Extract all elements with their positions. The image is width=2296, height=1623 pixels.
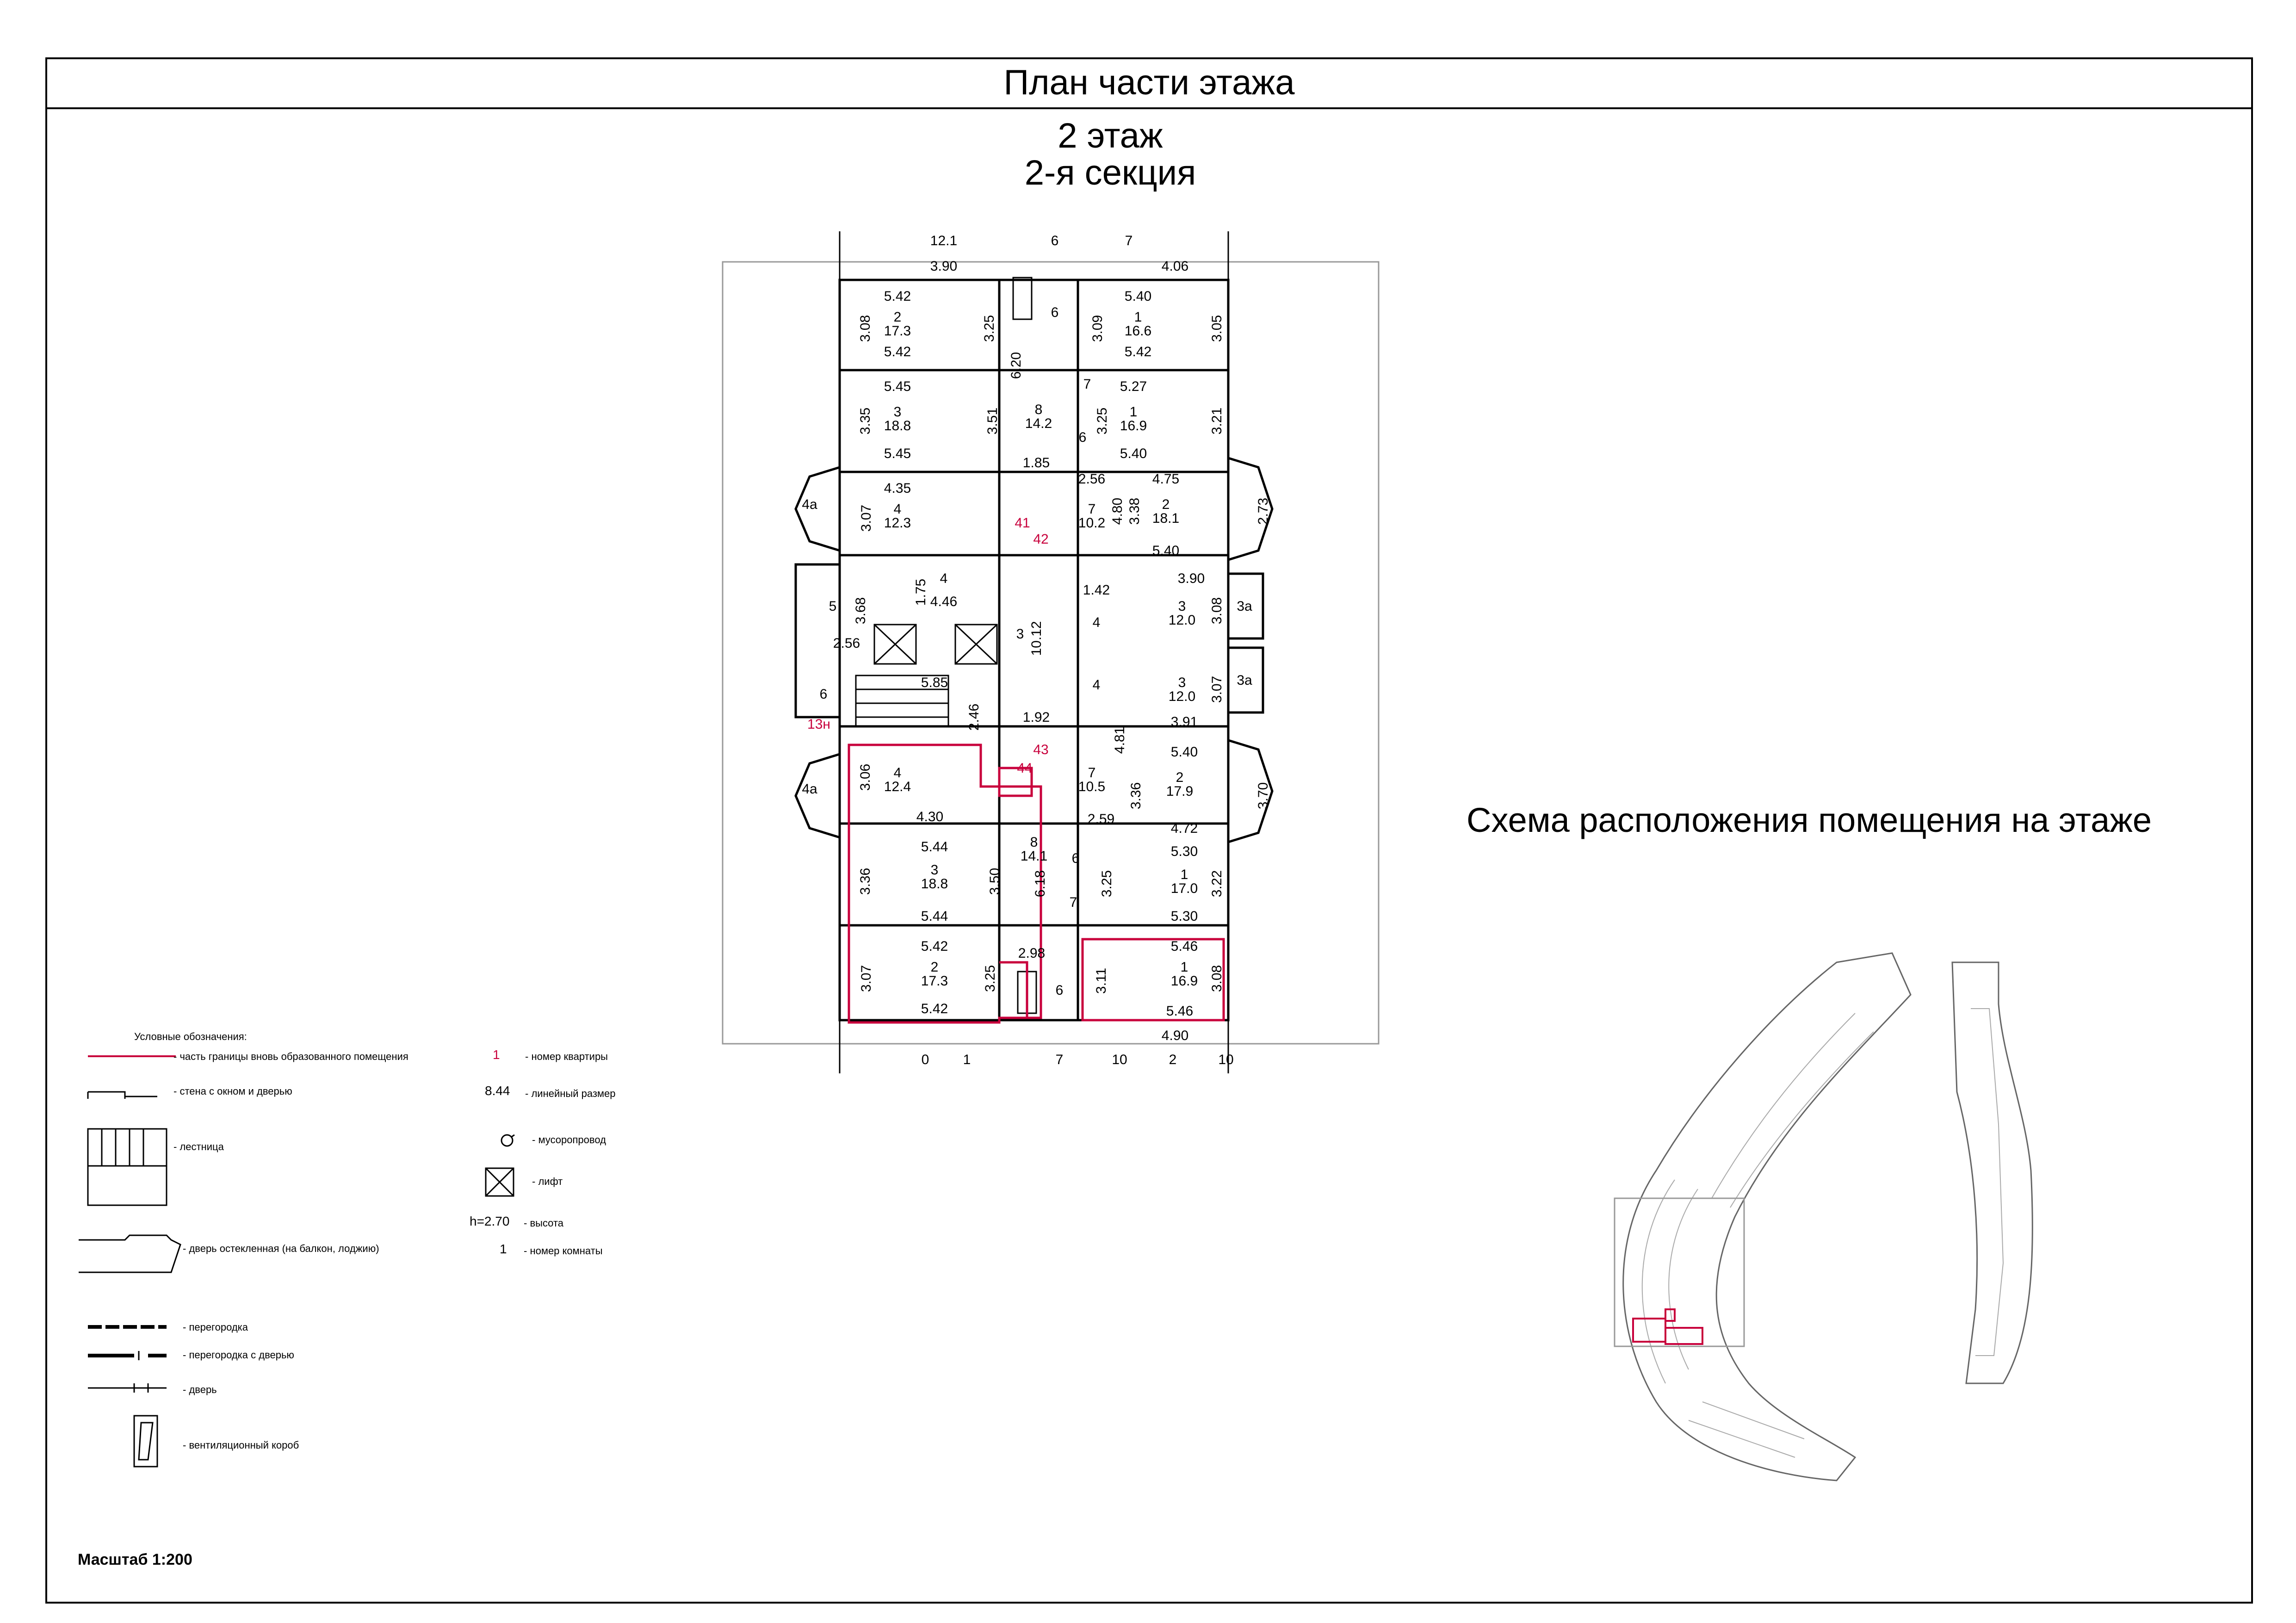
legend-lift: - лифт	[532, 1176, 563, 1187]
svg-text:4a: 4a	[802, 781, 817, 797]
svg-text:5.27: 5.27	[1120, 379, 1147, 394]
svg-text:4.90: 4.90	[1161, 1028, 1189, 1043]
legend-item-partition: - перегородка	[183, 1321, 248, 1333]
svg-text:3.11: 3.11	[1094, 967, 1109, 994]
svg-text:5.45: 5.45	[884, 379, 911, 394]
legend-door-symbol	[88, 1383, 167, 1393]
svg-text:2.56: 2.56	[833, 636, 860, 651]
svg-text:3.36: 3.36	[1128, 782, 1144, 810]
legend-apartment-number-sample: 1	[493, 1047, 500, 1062]
legend-item-door: - дверь	[183, 1384, 217, 1395]
svg-text:5.40: 5.40	[1170, 744, 1198, 760]
svg-text:7: 7	[1083, 377, 1091, 392]
svg-text:12.0: 12.0	[1168, 613, 1196, 628]
svg-text:4.06: 4.06	[1161, 259, 1189, 274]
svg-text:1: 1	[963, 1052, 971, 1067]
svg-text:0: 0	[921, 1052, 929, 1067]
svg-text:12.0: 12.0	[1168, 689, 1196, 704]
svg-text:3.07: 3.07	[859, 504, 874, 532]
svg-text:1.42: 1.42	[1083, 582, 1110, 598]
svg-text:5.42: 5.42	[884, 344, 911, 359]
svg-text:5: 5	[829, 599, 837, 614]
svg-text:18.1: 18.1	[1152, 511, 1180, 526]
svg-text:3.22: 3.22	[1209, 870, 1225, 898]
svg-text:2: 2	[1169, 1052, 1177, 1067]
svg-text:16.9: 16.9	[1120, 418, 1147, 434]
svg-text:7: 7	[1125, 233, 1133, 248]
svg-text:3.90: 3.90	[1177, 571, 1205, 586]
svg-text:3: 3	[1178, 675, 1186, 690]
svg-text:4.35: 4.35	[884, 481, 911, 496]
legend-item-vent: - вентиляционный короб	[183, 1439, 299, 1451]
svg-text:6.18: 6.18	[1033, 870, 1048, 898]
legend-room-number: - номер комнаты	[524, 1245, 603, 1257]
svg-text:17.0: 17.0	[1170, 881, 1198, 896]
svg-text:4.81: 4.81	[1112, 726, 1127, 754]
svg-text:2: 2	[1176, 770, 1184, 785]
legend-symbols	[79, 1041, 199, 1485]
legend-wall-symbol	[88, 1092, 157, 1099]
svg-text:3.07: 3.07	[859, 965, 874, 992]
svg-text:12.4: 12.4	[884, 779, 911, 794]
svg-text:14.2: 14.2	[1025, 416, 1052, 431]
svg-text:12.1: 12.1	[930, 233, 958, 248]
svg-text:5.40: 5.40	[1124, 289, 1152, 304]
svg-text:5.44: 5.44	[921, 909, 948, 924]
svg-text:3: 3	[1016, 626, 1024, 642]
svg-text:7: 7	[1088, 502, 1096, 517]
svg-text:4: 4	[940, 571, 948, 586]
scale-label: Масштаб 1:200	[78, 1551, 192, 1568]
svg-text:8: 8	[1034, 402, 1043, 417]
svg-text:3.36: 3.36	[858, 867, 873, 895]
svg-text:3.05: 3.05	[1209, 315, 1225, 342]
svg-text:5.40: 5.40	[1120, 446, 1147, 461]
legend-item-boundary: - часть границы вновь образованного помещения	[173, 1051, 408, 1062]
page-title: План части этажа	[45, 57, 2253, 109]
svg-text:3: 3	[930, 862, 939, 878]
svg-text:2: 2	[930, 960, 939, 975]
svg-text:3.08: 3.08	[1209, 597, 1225, 625]
svg-text:5.42: 5.42	[921, 1001, 948, 1016]
svg-text:8: 8	[1030, 835, 1038, 850]
svg-text:7: 7	[1055, 1052, 1064, 1067]
svg-text:3.07: 3.07	[1209, 675, 1225, 703]
svg-text:3.21: 3.21	[1209, 407, 1225, 435]
svg-text:3.25: 3.25	[983, 965, 998, 992]
legend-room-number-sample: 1	[500, 1242, 507, 1256]
legend-stair-symbol	[88, 1129, 167, 1205]
svg-text:3.90: 3.90	[930, 259, 958, 274]
svg-text:4: 4	[893, 765, 902, 781]
svg-text:3a: 3a	[1237, 673, 1252, 688]
svg-text:3.68: 3.68	[853, 597, 868, 625]
svg-text:44: 44	[1017, 761, 1033, 776]
svg-text:2: 2	[893, 310, 902, 325]
scheme-highlight	[1633, 1309, 1702, 1344]
svg-text:3.08: 3.08	[858, 315, 873, 342]
chute-icon	[499, 1131, 517, 1150]
legend-dimension-sample: 8.44	[485, 1084, 510, 1098]
svg-text:3.70: 3.70	[1256, 782, 1271, 810]
svg-text:4: 4	[1092, 677, 1101, 693]
svg-text:3: 3	[893, 404, 902, 420]
svg-text:3.09: 3.09	[1090, 315, 1105, 342]
svg-text:5.42: 5.42	[1124, 344, 1152, 359]
svg-text:5.45: 5.45	[884, 446, 911, 461]
svg-text:3.25: 3.25	[1099, 870, 1114, 898]
svg-text:14.1: 14.1	[1020, 849, 1048, 864]
site-scheme	[1596, 939, 2133, 1494]
svg-text:1.75: 1.75	[913, 578, 928, 606]
svg-text:5.42: 5.42	[884, 289, 911, 304]
svg-text:6: 6	[1071, 851, 1080, 866]
svg-text:4.46: 4.46	[930, 594, 958, 609]
svg-text:2.56: 2.56	[1078, 471, 1106, 487]
svg-text:2.98: 2.98	[1018, 946, 1046, 961]
svg-text:5.42: 5.42	[921, 939, 948, 954]
svg-text:16.6: 16.6	[1124, 323, 1152, 339]
svg-text:12.3: 12.3	[884, 515, 911, 531]
svg-text:7: 7	[1088, 765, 1096, 781]
svg-text:4.30: 4.30	[916, 809, 944, 824]
svg-text:5.46: 5.46	[1170, 939, 1198, 954]
svg-text:1: 1	[1180, 867, 1188, 882]
svg-text:2.73: 2.73	[1256, 497, 1271, 525]
svg-text:3.91: 3.91	[1170, 714, 1198, 730]
svg-text:17.3: 17.3	[884, 323, 911, 339]
svg-text:3.38: 3.38	[1127, 497, 1142, 525]
lift-icon	[483, 1166, 516, 1198]
svg-text:4: 4	[893, 502, 902, 517]
svg-text:5.46: 5.46	[1166, 1004, 1194, 1019]
svg-text:6: 6	[1051, 233, 1059, 248]
svg-text:4.72: 4.72	[1170, 821, 1198, 836]
svg-text:10.12: 10.12	[1029, 621, 1044, 656]
legend-apartment-number: - номер квартиры	[525, 1051, 608, 1062]
svg-text:4a: 4a	[802, 497, 817, 512]
svg-text:41: 41	[1015, 515, 1030, 531]
svg-text:43: 43	[1033, 742, 1049, 757]
svg-text:1.85: 1.85	[1022, 455, 1050, 471]
svg-text:3.06: 3.06	[858, 763, 873, 791]
legend-item-stair: - лестница	[173, 1141, 224, 1152]
svg-text:3.50: 3.50	[987, 867, 1003, 895]
svg-text:6: 6	[1078, 430, 1087, 445]
svg-text:1: 1	[1134, 310, 1142, 325]
svg-text:5.40: 5.40	[1152, 543, 1180, 558]
scheme-title: Схема расположения помещения на этаже	[1467, 801, 2152, 839]
svg-text:5.30: 5.30	[1170, 909, 1198, 924]
svg-text:10: 10	[1218, 1052, 1234, 1067]
svg-text:3a: 3a	[1237, 599, 1252, 614]
svg-text:2.59: 2.59	[1087, 812, 1115, 827]
svg-text:4.80: 4.80	[1110, 497, 1125, 525]
svg-text:5.30: 5.30	[1170, 844, 1198, 859]
svg-text:3.35: 3.35	[858, 407, 873, 435]
svg-text:3.08: 3.08	[1209, 965, 1225, 992]
floor-plan	[722, 231, 1388, 1073]
legend-dimension: - линейный размер	[525, 1088, 616, 1099]
legend-title: Условные обозначения:	[134, 1031, 247, 1042]
svg-text:10.2: 10.2	[1078, 515, 1106, 531]
svg-text:18.8: 18.8	[884, 418, 911, 434]
svg-text:1: 1	[1180, 960, 1188, 975]
svg-text:7: 7	[1069, 895, 1077, 910]
svg-text:6: 6	[1051, 305, 1059, 320]
svg-text:6: 6	[1055, 983, 1064, 998]
legend-height: - высота	[524, 1217, 564, 1229]
svg-text:3.25: 3.25	[982, 315, 997, 342]
svg-text:6: 6	[819, 687, 828, 702]
legend-chute: - мусоропровод	[532, 1134, 606, 1146]
legend-item-glass-door: - дверь остекленная (на балкон, лоджию)	[183, 1243, 379, 1254]
legend-item-partition-door: - перегородка с дверью	[183, 1349, 294, 1361]
svg-text:4: 4	[1092, 615, 1101, 630]
legend-item-wall: - стена с окном и дверью	[173, 1085, 292, 1097]
svg-text:6.20: 6.20	[1009, 352, 1024, 379]
svg-text:13н: 13н	[807, 717, 830, 732]
section-label: 2-я секция	[1024, 153, 1196, 192]
svg-text:3.51: 3.51	[985, 407, 1000, 435]
legend-glass-door-symbol	[79, 1235, 180, 1272]
svg-text:5.85: 5.85	[921, 675, 948, 690]
floor-label: 2 этаж	[1058, 116, 1163, 155]
svg-text:16.9: 16.9	[1170, 973, 1198, 989]
svg-text:4.75: 4.75	[1152, 471, 1180, 487]
svg-text:18.8: 18.8	[921, 876, 948, 892]
svg-text:10.5: 10.5	[1078, 779, 1106, 794]
svg-text:1: 1	[1129, 404, 1138, 420]
svg-text:2.46: 2.46	[966, 703, 982, 731]
svg-text:5.44: 5.44	[921, 839, 948, 855]
svg-text:17.9: 17.9	[1166, 784, 1194, 799]
svg-text:3: 3	[1178, 599, 1186, 614]
svg-text:17.3: 17.3	[921, 973, 948, 989]
svg-text:42: 42	[1033, 532, 1049, 547]
svg-text:3.25: 3.25	[1095, 407, 1110, 435]
svg-text:2: 2	[1162, 497, 1170, 512]
svg-text:10: 10	[1112, 1052, 1127, 1067]
legend-height-sample: h=2.70	[470, 1214, 510, 1228]
svg-text:1.92: 1.92	[1022, 710, 1050, 725]
